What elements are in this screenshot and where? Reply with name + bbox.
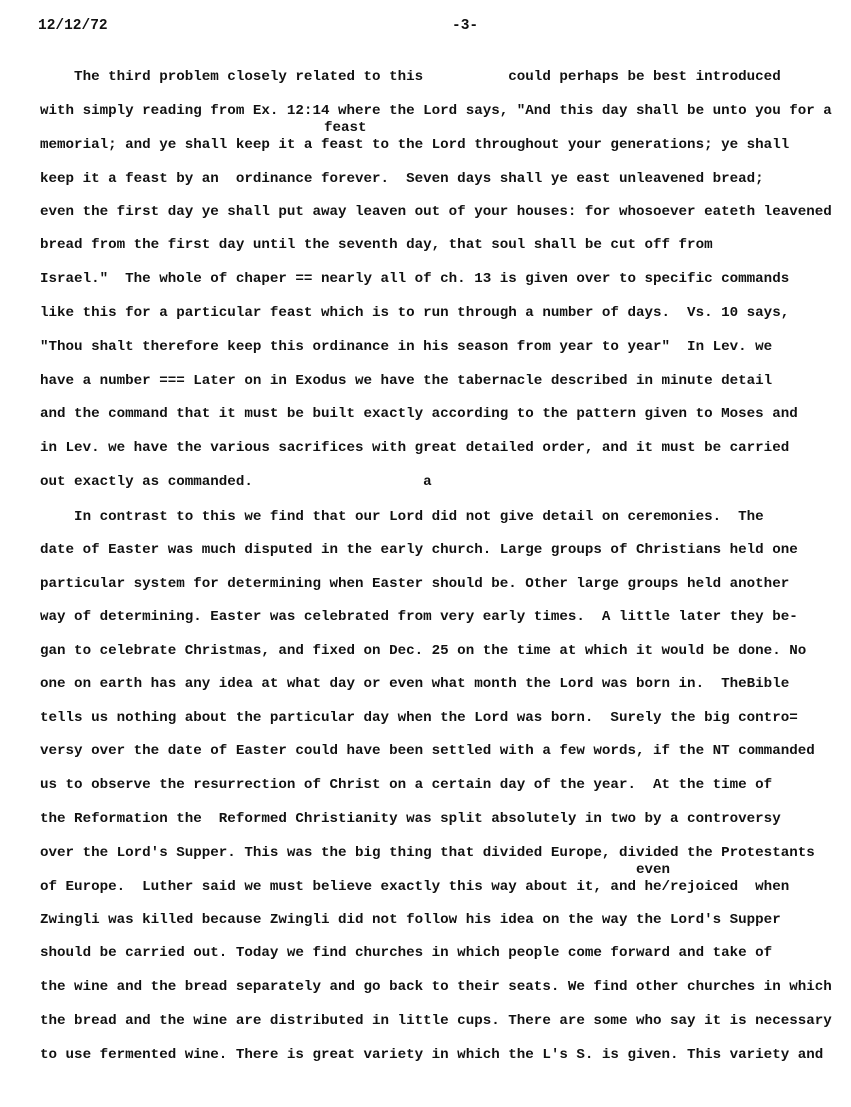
text-line: In contrast to this we find that our Lord did not give detail on ceremonies. The: [40, 509, 764, 525]
text-line: tells us nothing about the particular day when the Lord was born. Surely the big contro=: [40, 710, 798, 726]
header-date: 12/12/72: [38, 18, 108, 34]
text-line: The third problem closely related to this could perhaps be best introduced: [40, 69, 781, 85]
text-line: the Reformation the Reformed Christianity was split absolutely in two by a controversy: [40, 811, 781, 827]
text-line: way of determining. Easter was celebrated from very early times. A little later they be-: [40, 609, 798, 625]
text-line: gan to celebrate Christmas, and fixed on Dec. 25 on the time at which it would be done. No: [40, 643, 807, 659]
text-line: of Europe. Luther said we must believe exactly this way about it, and he/rejoiced when: [40, 879, 790, 895]
handwritten-insertion: feast: [324, 120, 367, 136]
text-line: like this for a particular feast which is to run through a number of days. Vs. 10 says,: [40, 305, 790, 321]
text-line: even the first day ye shall put away leaven out of your houses: for whosoever eateth leavened: [40, 204, 832, 220]
text-line: us to observe the resurrection of Christ on a certain day of the year. At the time of: [40, 777, 773, 793]
text-line: should be carried out. Today we find churches in which people come forward and take of: [40, 945, 773, 961]
text-line: Zwingli was killed because Zwingli did not follow his idea on the way the Lord's Supper: [40, 912, 781, 928]
text-line: date of Easter was much disputed in the early church. Large groups of Christians held one: [40, 542, 798, 558]
text-line: Israel." The whole of chaper == nearly all of ch. 13 is given over to specific commands: [40, 271, 790, 287]
text-line: one on earth has any idea at what day or even what month the Lord was born in. TheBible: [40, 676, 790, 692]
text-line: keep it a feast by an ordinance forever. Seven days shall ye east unleavened bread;: [40, 171, 764, 187]
text-line: memorial; and ye shall keep it a feast to the Lord throughout your generations; ye shall: [40, 137, 790, 153]
text-line: with simply reading from Ex. 12:14 where the Lord says, "And this day shall be unto you for a: [40, 103, 832, 119]
text-line: particular system for determining when Easter should be. Other large groups held another: [40, 576, 790, 592]
text-line: versy over the date of Easter could have been settled with a few words, if the NT commanded: [40, 743, 815, 759]
text-line: to use fermented wine. There is great variety in which the L's S. is given. This variety and: [40, 1047, 824, 1063]
text-line: the wine and the bread separately and go back to their seats. We find other churches in which: [40, 979, 832, 995]
text-line: out exactly as commanded. a: [40, 474, 432, 490]
text-line: over the Lord's Supper. This was the big thing that divided Europe, divided the Protestants: [40, 845, 815, 861]
handwritten-insertion: even: [636, 862, 671, 878]
text-line: and the command that it must be built exactly according to the pattern given to Moses and: [40, 406, 798, 422]
text-line: the bread and the wine are distributed in little cups. There are some who say it is necessary: [40, 1013, 832, 1029]
page-number: -3-: [452, 18, 479, 34]
text-line: in Lev. we have the various sacrifices with great detailed order, and it must be carried: [40, 440, 790, 456]
text-line: bread from the first day until the seventh day, that soul shall be cut off from: [40, 237, 713, 253]
text-line: "Thou shalt therefore keep this ordinance in his season from year to year" In Lev. we: [40, 339, 773, 355]
text-line: have a number === Later on in Exodus we have the tabernacle described in minute detail: [40, 373, 773, 389]
